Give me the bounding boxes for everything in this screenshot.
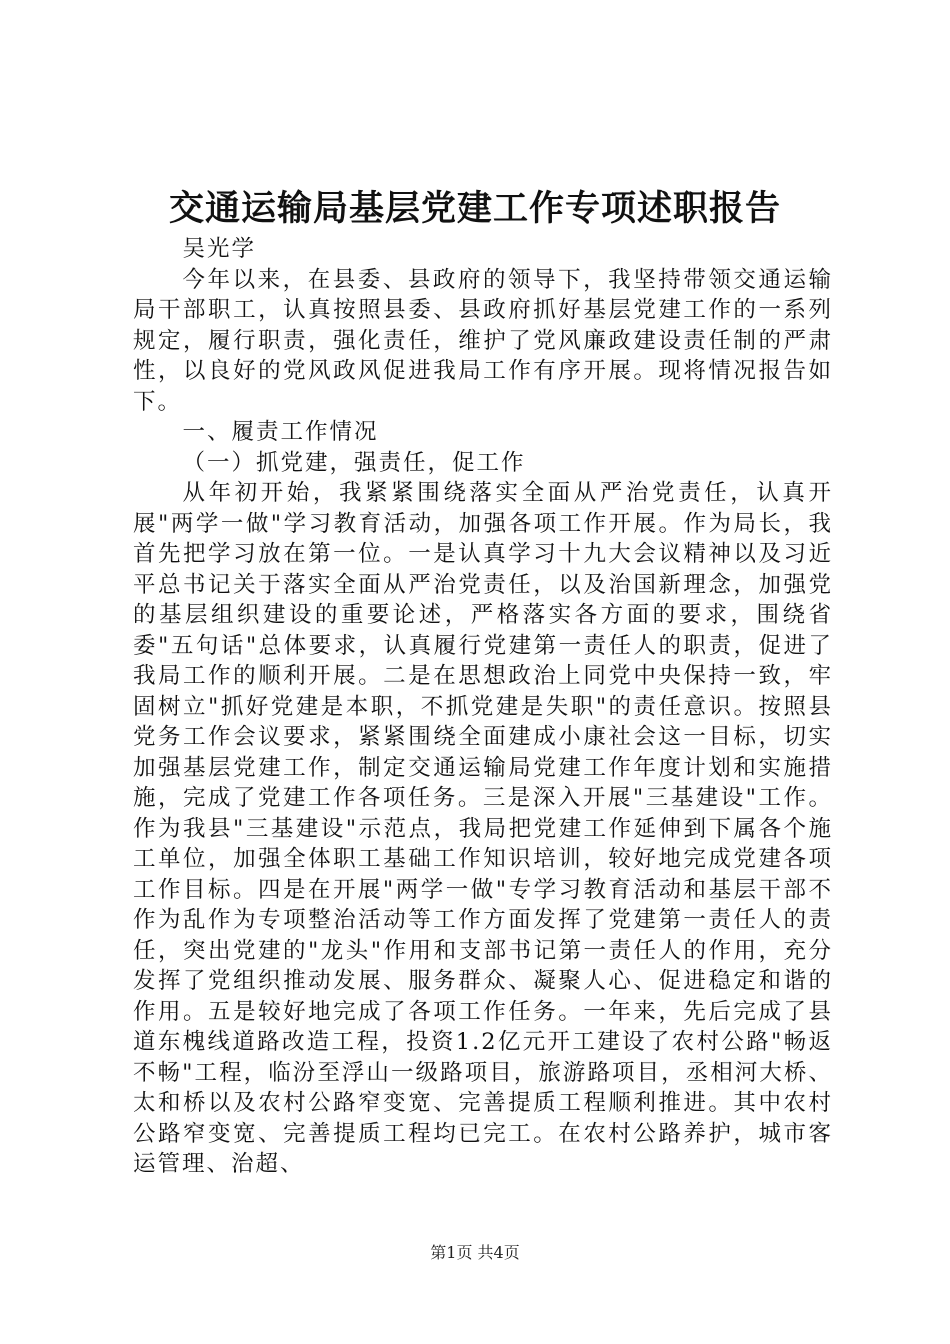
section-heading: 一、履责工作情况 <box>182 419 379 445</box>
page-number-footer: 第1页 共4页 <box>430 1243 520 1262</box>
intro-paragraph: 今年以来，在县委、县政府的领导下，我坚持带领交通运输局干部职工，认真按照县委、县政府抓好基层党建工作的一系列规定，履行职责，强化责任，维护了党风廉政建设责任制的严肃性，以良好的党风政风促进我局工作有序开展。现将情况报告如下。 <box>133 266 833 415</box>
body-paragraph: 从年初开始，我紧紧围绕落实全面从严治党责任，认真开展"两学一做"学习教育活动，加强各项工作开展。作为局长，我首先把学习放在第一位。一是认真学习十九大会议精神以及习近平总书记关于落实全面从严治党责任，以及治国新理念，加强党的基层组织建设的重要论述，严格落实各方面的要求，围绕省委"五句话"总体要求，认真履行党建第一责任人的职责，促进了我局工作的顺利开展。二是在思想政治上同党中央保持一致，牢固树立"抓好党建是本职，不抓党建是失职"的责任意识。按照县党务工作会议要求，紧紧围绕全面建成小康社会这一目标，切实加强基层党建工作，制定交通运输局党建工作年度计划和实施措施，完成了党建工作各项任务。三是深入开展"三基建设"工作。作为我县"三基建设"示范点，我局把党建工作延伸到下属各个施工单位，加强全体职工基础工作知识培训，较好地完成党建各项工作目标。四是在开展"两学一做"专学习教育活动和基层干部不作为乱作为专项整治活动等工作方面发挥了党建第一责任人的责任，突出党建的"龙头"作用和支部书记第一责任人的作用，充分发挥了党组织推动发展、服务群众、凝聚人心、促进稳定和谐的作用。五是较好地完成了各项工作任务。一年来，先后完成了县道东槐线道路改造工程，投资1.2亿元开工建设了农村公路"畅返不畅"工程，临汾至浮山一级路项目，旅游路项目，丞相河大桥、太和桥以及农村公路窄变宽、完善提质工程顺利推进。其中农村公路窄变宽、完善提质工程均已完工。在农村公路养护，城市客运管理、治超、 <box>133 480 833 1177</box>
subsection-heading: （一）抓党建，强责任，促工作 <box>182 449 526 476</box>
document-title: 交通运输局基层党建工作专项述职报告 <box>168 188 781 229</box>
document-body <box>133 234 833 1180</box>
author-name: 吴光学 <box>182 236 257 262</box>
